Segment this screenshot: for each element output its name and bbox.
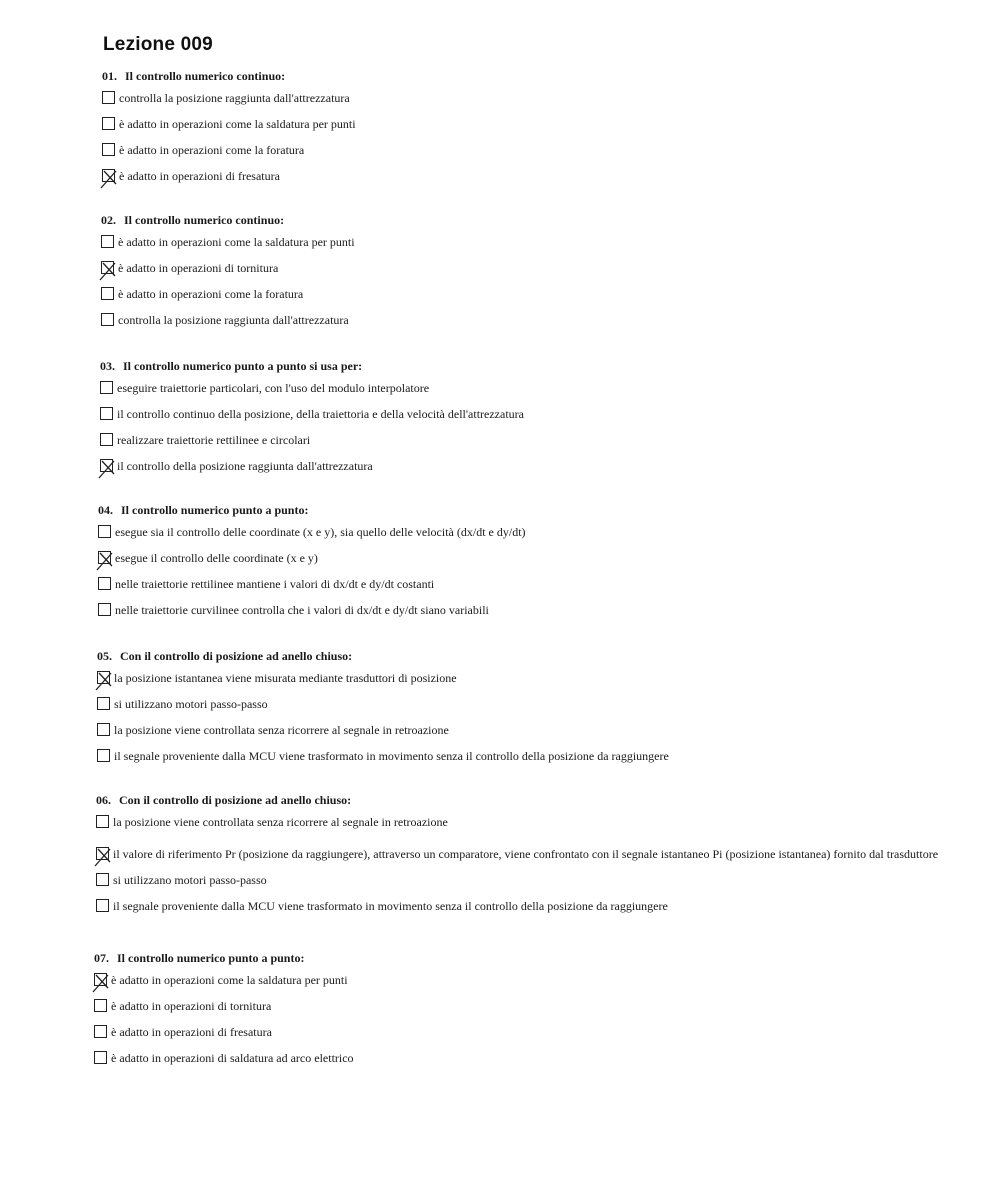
- option-text: il valore di riferimento Pr (posizione da raggiungere), attraverso un comparatore, viene confrontato con il segnale istantaneo Pi (posizione istantanea) fornito dal trasduttore: [113, 847, 939, 861]
- answer-option: [100, 433, 960, 451]
- checkbox[interactable]: [94, 1025, 107, 1038]
- option-text: la posizione viene controllata senza ricorrere al segnale in retroazione: [113, 815, 448, 829]
- page-title: Lezione 009: [103, 34, 213, 55]
- checkbox[interactable]: [97, 723, 110, 736]
- question-text: Il controllo numerico punto a punto si usa per:: [123, 359, 363, 373]
- checkbox[interactable]: [97, 697, 110, 710]
- question-heading: [94, 949, 954, 967]
- question-heading: [102, 67, 962, 85]
- checkbox[interactable]: [100, 407, 113, 420]
- check-mark-icon: [95, 547, 117, 571]
- option-text: è adatto in operazioni di fresatura: [111, 1025, 272, 1039]
- answer-option: [98, 551, 958, 569]
- checkbox[interactable]: [98, 577, 111, 590]
- option-text: è adatto in operazioni di saldatura ad arco elettrico: [111, 1051, 354, 1065]
- checkbox[interactable]: [96, 899, 109, 912]
- question-text: Con il controllo di posizione ad anello chiuso:: [119, 793, 352, 807]
- check-mark-icon: [98, 257, 120, 281]
- option-text: il controllo continuo della posizione, della traiettoria e della velocità dell'attrezzatura: [117, 407, 524, 421]
- option-text: è adatto in operazioni come la foratura: [118, 287, 304, 301]
- checkbox-checked[interactable]: [102, 169, 115, 182]
- checkbox[interactable]: [94, 999, 107, 1012]
- check-mark-icon: [99, 165, 121, 189]
- option-text: il segnale proveniente dalla MCU viene trasformato in movimento senza il controllo della posizione da raggiungere: [113, 899, 668, 913]
- answer-option: [96, 899, 956, 917]
- checkbox[interactable]: [100, 381, 113, 394]
- answer-option: [100, 381, 960, 399]
- question-text: Il controllo numerico punto a punto:: [121, 503, 309, 517]
- question-number: 06.: [96, 793, 111, 807]
- checkbox[interactable]: [96, 815, 109, 828]
- checkbox-checked[interactable]: [96, 847, 109, 860]
- option-text: realizzare traiettorie rettilinee e circolari: [117, 433, 311, 447]
- answer-option: [97, 671, 957, 689]
- answer-option: [98, 577, 958, 595]
- answer-option: [96, 873, 956, 891]
- option-text: il segnale proveniente dalla MCU viene trasformato in movimento senza il controllo della posizione da raggiungere: [114, 749, 669, 763]
- answer-option: [97, 697, 957, 715]
- checkbox[interactable]: [101, 287, 114, 300]
- question-number: 05.: [97, 649, 112, 663]
- answer-option: [102, 91, 962, 109]
- answer-option: [96, 847, 956, 865]
- checkbox[interactable]: [98, 525, 111, 538]
- option-text: è adatto in operazioni come la foratura: [119, 143, 305, 157]
- question-7: [94, 949, 954, 1069]
- answer-option: [102, 169, 962, 187]
- question-number: 01.: [102, 69, 117, 83]
- question-text: Il controllo numerico continuo:: [124, 213, 285, 227]
- checkbox[interactable]: [101, 313, 114, 326]
- checkbox[interactable]: [101, 235, 114, 248]
- option-text: il controllo della posizione raggiunta dall'attrezzatura: [117, 459, 373, 473]
- option-text: è adatto in operazioni di tornitura: [118, 261, 279, 275]
- option-text: esegue sia il controllo delle coordinate (x e y), sia quello delle velocità (dx/dt e dy/dt): [115, 525, 526, 539]
- answer-option: [94, 1025, 954, 1043]
- question-number: 02.: [101, 213, 116, 227]
- checkbox[interactable]: [98, 603, 111, 616]
- checkbox-checked[interactable]: [97, 671, 110, 684]
- question-heading: [96, 791, 956, 809]
- option-text: si utilizzano motori passo-passo: [114, 697, 268, 711]
- option-text: controlla la posizione raggiunta dall'attrezzatura: [119, 91, 350, 105]
- question-heading: [100, 357, 960, 375]
- answer-option: [98, 525, 958, 543]
- option-text: controlla la posizione raggiunta dall'attrezzatura: [118, 313, 349, 327]
- checkbox-checked[interactable]: [101, 261, 114, 274]
- question-heading: [98, 501, 958, 519]
- option-text: nelle traiettorie rettilinee mantiene i valori di dx/dt e dy/dt costanti: [115, 577, 435, 591]
- question-number: 03.: [100, 359, 115, 373]
- option-text: è adatto in operazioni come la saldatura per punti: [119, 117, 356, 131]
- answer-option: [102, 143, 962, 161]
- option-text: esegue il controllo delle coordinate (x e y): [115, 551, 318, 565]
- checkbox-checked[interactable]: [94, 973, 107, 986]
- question-number: 07.: [94, 951, 109, 965]
- answer-option: [102, 117, 962, 135]
- checkbox[interactable]: [97, 749, 110, 762]
- option-text: è adatto in operazioni come la saldatura per punti: [111, 973, 348, 987]
- answer-option: [94, 973, 954, 991]
- check-mark-icon: [94, 667, 116, 691]
- question-text: Il controllo numerico punto a punto:: [117, 951, 305, 965]
- option-text: si utilizzano motori passo-passo: [113, 873, 267, 887]
- question-4: [98, 501, 958, 621]
- option-text: eseguire traiettorie particolari, con l'uso del modulo interpolatore: [117, 381, 430, 395]
- answer-option: [97, 723, 957, 741]
- checkbox[interactable]: [102, 117, 115, 130]
- check-mark-icon: [91, 969, 113, 993]
- question-heading: [101, 211, 961, 229]
- question-number: 04.: [98, 503, 113, 517]
- checkbox[interactable]: [102, 143, 115, 156]
- checkbox-checked[interactable]: [100, 459, 113, 472]
- answer-option: [100, 407, 960, 425]
- question-5: [97, 647, 957, 767]
- option-text: è adatto in operazioni di tornitura: [111, 999, 272, 1013]
- answer-option: [97, 749, 957, 767]
- answer-option: [94, 1051, 954, 1069]
- option-text: la posizione viene controllata senza ricorrere al segnale in retroazione: [114, 723, 449, 737]
- check-mark-icon: [97, 455, 119, 479]
- answer-option: [100, 459, 960, 477]
- question-6: [96, 791, 956, 917]
- checkbox[interactable]: [102, 91, 115, 104]
- check-mark-icon: [93, 843, 115, 867]
- question-heading: [97, 647, 957, 665]
- answer-option: [98, 603, 958, 621]
- question-3: [100, 357, 960, 477]
- option-text: nelle traiettorie curvilinee controlla che i valori di dx/dt e dy/dt siano variabili: [115, 603, 489, 617]
- question-text: Con il controllo di posizione ad anello chiuso:: [120, 649, 353, 663]
- answer-option: [101, 261, 961, 279]
- checkbox[interactable]: [94, 1051, 107, 1064]
- question-2: [101, 211, 961, 331]
- checkbox-checked[interactable]: [98, 551, 111, 564]
- question-1: [102, 67, 962, 187]
- checkbox[interactable]: [100, 433, 113, 446]
- question-text: Il controllo numerico continuo:: [125, 69, 286, 83]
- option-text: la posizione istantanea viene misurata mediante trasduttori di posizione: [114, 671, 457, 685]
- answer-option: [101, 235, 961, 253]
- answer-option: [101, 313, 961, 331]
- checkbox[interactable]: [96, 873, 109, 886]
- answer-option: [96, 815, 956, 833]
- option-text: è adatto in operazioni come la saldatura per punti: [118, 235, 355, 249]
- option-text: è adatto in operazioni di fresatura: [119, 169, 280, 183]
- answer-option: [101, 287, 961, 305]
- answer-option: [94, 999, 954, 1017]
